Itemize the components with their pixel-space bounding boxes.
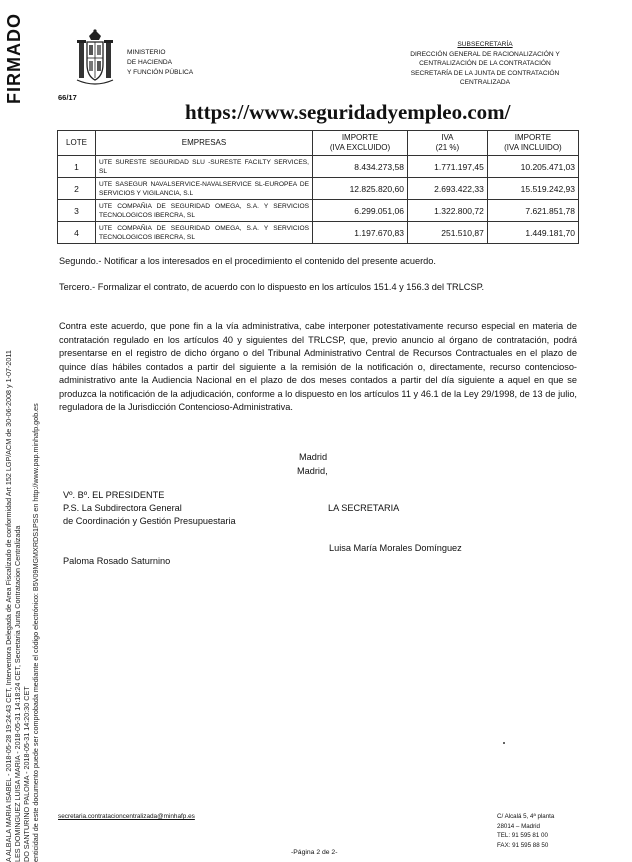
cell-iva: 1.771.197,45 <box>407 156 487 178</box>
subsecretaria-title: SUBSECRETARÍA <box>457 41 513 48</box>
firmado-stamp: FIRMADO <box>4 13 24 104</box>
cell-importe: 6.299.051,06 <box>313 200 408 222</box>
ministry-line-2: DE HACIENDA <box>127 59 173 66</box>
stray-dot <box>503 742 505 744</box>
cell-total: 10.205.471,03 <box>487 156 578 178</box>
header-empresas: EMPRESAS <box>96 131 313 156</box>
address-line-3: TEL: 91 595 81 00 <box>497 832 548 840</box>
header-importe-line-2: (IVA EXCLUIDO) <box>329 143 391 152</box>
document-number: 66/17 <box>58 93 77 102</box>
cell-importe: 8.434.273,58 <box>313 156 408 178</box>
cell-empresa: UTE SASEGUR NAVALSERVICE-NAVALSERVICE SL-EUROPEA DE SERVICIOS Y VIGILANCIA, S.L <box>96 178 313 200</box>
place-madrid-date: Madrid, <box>297 466 328 476</box>
header-lote: LOTE <box>58 131 96 156</box>
vb-presidente: Vº. Bº. EL PRESIDENTE <box>63 490 165 500</box>
cell-importe: 12.825.820,60 <box>313 178 408 200</box>
table-row <box>58 200 579 222</box>
cell-iva: 2.693.422,33 <box>407 178 487 200</box>
header-importe-line-1: IMPORTE <box>341 133 379 142</box>
header-importe-iva <box>487 131 578 156</box>
header-importe-iva-line-2: (IVA INCLUIDO) <box>504 143 562 152</box>
side-line-2: LES DOMINGUEZ LUISA MARIA - 2018-05-31 14:18:24 CET, Secretaria Junta Contratacion Centralizada <box>13 525 22 862</box>
direccion-line-3: SECRETARÍA DE LA JUNTA DE CONTRATACIÓN <box>410 69 560 77</box>
cell-empresa: UTE COMPAÑIA DE SEGURIDAD OMEGA, S.A. Y SERVICIOS TECNOLOGICOS IBERCRA, SL <box>96 222 313 244</box>
cell-lote: 3 <box>58 200 96 222</box>
ministry-line-1: MINISTERIO <box>127 49 166 56</box>
ministry-name <box>127 48 193 78</box>
cell-empresa: UTE COMPAÑIA DE SEGURIDAD OMEGA, S.A. Y SERVICIOS TECNOLOGICOS IBERCRA, SL <box>96 200 313 222</box>
cell-lote: 4 <box>58 222 96 244</box>
page-number: -Página 2 de 2- <box>291 849 338 856</box>
paragraph-recurso: Contra este acuerdo, que pone fin a la vía administrativa, cabe interponer potestativamente recurso especial en materia de contratación regulado en los artículos 40 y siguientes del TRLCSP, que, previo anuncio al órgano de contratación, podrá presentarse en el registro de dicho órgano o del Tribunal Administrativo Central de Recursos Contractuales en el plazo de quince días hábiles contados a partir del siguiente a la remisión de la notificación o, directamente, recurso contencioso-administrativo ante la Audiencia Nacional en el plazo de dos meses contados a partir del día siguiente a aquel en que se produzca la notificación de la adjudicación, conforme a lo dispuesto en los artículos 11 y 46.1 de la Ley 29/1998, de 13 de julio, reguladora de la Jurisdicción Contencioso-Administrativa. <box>59 321 577 412</box>
cell-importe: 1.197.670,83 <box>313 222 408 244</box>
table-row <box>58 178 579 200</box>
department-header <box>400 40 570 88</box>
header-iva <box>407 131 487 156</box>
secretaria-name: Luisa María Morales Domínguez <box>329 543 462 553</box>
address-line-1: C/ Alcalá 5, 4ª planta <box>497 813 555 820</box>
table-header-row <box>58 131 579 156</box>
presidente-name: Paloma Rosado Saturnino <box>63 556 171 566</box>
side-line-4: enticidad de este documento puede ser comprobada mediante el código electrónico: B5V09MGMXRDS1PSS en http://www.pap.minhafp.gob.es <box>31 403 40 862</box>
paragraph-segundo: Segundo.- Notificar a los interesados en el procedimiento el contenido del presente acuerdo. <box>59 256 436 266</box>
cell-iva: 1.322.800,72 <box>407 200 487 222</box>
table-row <box>58 156 579 178</box>
footer-email[interactable]: secretaria.contratacioncentralizada@minhafp.es <box>58 813 195 820</box>
cell-lote: 1 <box>58 156 96 178</box>
coordinacion: de Coordinación y Gestión Presupuestaria <box>63 516 236 526</box>
address-line-2: 28014 – Madrid <box>497 822 540 830</box>
footer-address <box>497 812 554 850</box>
header-importe <box>313 131 408 156</box>
cell-total: 7.621.851,78 <box>487 200 578 222</box>
direccion-line-2: CENTRALIZACIÓN DE LA CONTRATACIÓN <box>419 60 551 68</box>
side-line-1: A ALBALA MARIA ISABEL - 2018-05-28 19:24:43 CET, Interventora Delegada de Area Fiscalizado de conformidad Art 152 LGP/ACM de 30-06-2008 y 1-07-2011 <box>4 350 13 862</box>
cell-total: 15.519.242,93 <box>487 178 578 200</box>
address-line-4: FAX: 91 595 88 50 <box>497 841 549 849</box>
cell-iva: 251.510,87 <box>407 222 487 244</box>
la-secretaria: LA SECRETARIA <box>328 503 400 513</box>
lotes-table <box>57 130 579 244</box>
place-madrid: Madrid <box>299 452 328 462</box>
direccion-line-4: CENTRALIZADA <box>459 79 511 87</box>
header-iva-line-1: IVA <box>441 133 454 142</box>
signature-side-column <box>0 0 60 862</box>
cell-empresa: UTE SURESTE SEGURIDAD SLU -SURESTE FACILTY SERVICES, SL <box>96 156 313 178</box>
table-row <box>58 222 579 244</box>
paragraph-tercero: Tercero.- Formalizar el contrato, de acuerdo con lo dispuesto en los artículos 151.4 y 156.3 del TRLCSP. <box>59 282 485 292</box>
ministry-line-3: Y FUNCIÓN PÚBLICA <box>127 69 194 76</box>
direccion-line-1: DIRECCIÓN GENERAL DE RACIONALIZACIÓN Y <box>410 50 560 58</box>
cell-lote: 2 <box>58 178 96 200</box>
ps-subdirectora: P.S. La Subdirectora General <box>63 503 182 513</box>
side-line-3: DO SANTURINO PALOMA - 2018-05-31 14:20:30 CET <box>22 686 31 862</box>
header-iva-line-2: (21 %) <box>435 143 460 152</box>
watermark-url[interactable]: https://www.seguridadyempleo.com/ <box>185 100 511 124</box>
cell-total: 1.449.181,70 <box>487 222 578 244</box>
coat-of-arms-icon <box>75 28 115 88</box>
header-importe-iva-line-1: IMPORTE <box>514 133 552 142</box>
